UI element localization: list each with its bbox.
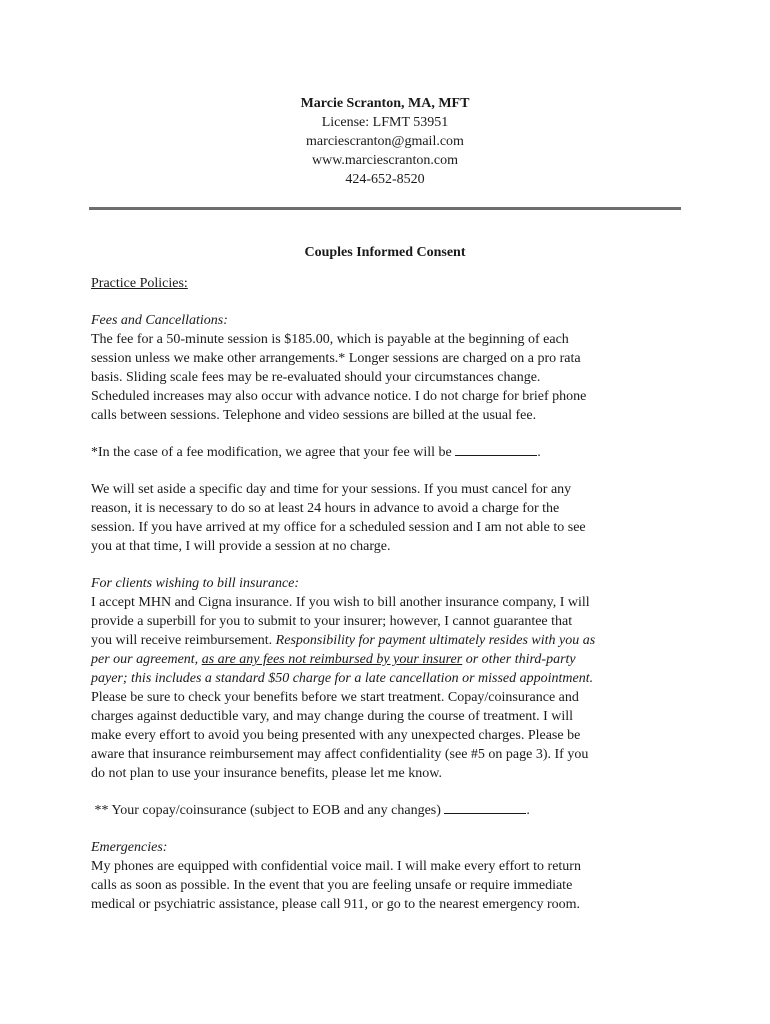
insurance-line: charges against deductible vary, and may change during the course of treatment. I will [91,709,574,724]
insurance-line: payer; this includes a standard $50 charge for a late cancellation or missed appointment. [91,671,594,686]
document-title: Couples Informed Consent [304,245,466,260]
emergencies-line: My phones are equipped with confidential voice mail. I will make every effort to return [91,859,581,874]
responsibility-text: Responsibility for payment ultimately resides with you as [275,633,596,648]
license-number: License: LFMT 53951 [321,115,449,130]
letterhead [0,94,770,189]
responsibility-text: or other third-party [462,652,576,667]
responsibility-text: per our agreement, [91,652,202,667]
insurance-line: make every effort to avoid you being presented with any unexpected charges. Please be [91,728,581,743]
copay-text: ** Your copay/coinsurance (subject to EOB and any changes) [91,803,445,818]
phone-number: 424-652-8520 [345,172,425,187]
insurance-line: provide a superbill for you to submit to your insurer; however, I cannot guarantee that [91,614,573,629]
fee-blank-field[interactable] [455,443,537,456]
copay-blank-field[interactable] [444,801,526,814]
emergencies-heading: Emergencies: [91,840,168,855]
insurance-line [91,650,691,669]
fees-line: session unless we make other arrangements.* Longer sessions are charged on a pro rata [91,351,581,366]
emergencies-line: medical or psychiatric assistance, please call 911, or go to the nearest emergency room. [91,897,581,912]
emergencies-line: calls as soon as possible. In the event that you are feeling unsafe or require immediate [91,878,573,893]
unreimbursed-fees-text: as are any fees not reimbursed by your insurer [201,652,463,667]
fee-modification-text: *In the case of a fee modification, we agree that your fee will be [91,445,456,460]
fees-line: basis. Sliding scale fees may be re-evaluated should your circumstances change. [91,370,541,385]
header-divider [89,207,681,210]
insurance-line [91,631,691,650]
cancellation-line: reason, it is necessary to do so at least 24 hours in advance to avoid a charge for the [91,501,560,516]
cancellation-line: session. If you have arrived at my office for a scheduled session and I am not able to see [91,520,586,535]
copay-period: . [526,803,530,818]
fees-line: The fee for a 50-minute session is $185.00, which is payable at the beginning of each [91,332,569,347]
insurance-heading: For clients wishing to bill insurance: [91,576,300,591]
therapist-name: Marcie Scranton, MA, MFT [300,96,470,111]
cancellation-line: We will set aside a specific day and time for your sessions. If you must cancel for any [91,482,572,497]
insurance-line: I accept MHN and Cigna insurance. If you wish to bill another insurance company, I will [91,595,590,610]
insurance-line: do not plan to use your insurance benefits, please let me know. [91,766,442,781]
insurance-line: Please be sure to check your benefits before we start treatment. Copay/coinsurance and [91,690,579,705]
email-address: marciescranton@gmail.com [306,134,464,149]
cancellation-line: you at that time, I will provide a session at no charge. [91,539,391,554]
website-address: www.marciescranton.com [311,153,459,168]
practice-policies-heading: Practice Policies: [91,276,188,291]
fee-modification-period: . [537,445,541,460]
insurance-line: aware that insurance reimbursement may affect confidentiality (see #5 on page 3). If you [91,747,589,762]
fees-line: calls between sessions. Telephone and video sessions are billed at the usual fee. [91,408,537,423]
copay-line [91,801,691,820]
fees-line: Scheduled increases may also occur with advance notice. I do not charge for brief phone [91,389,587,404]
insurance-text: you will receive reimbursement. [91,633,276,648]
fee-modification-line [91,443,691,462]
fees-heading: Fees and Cancellations: [91,313,228,328]
document-body [91,274,691,914]
